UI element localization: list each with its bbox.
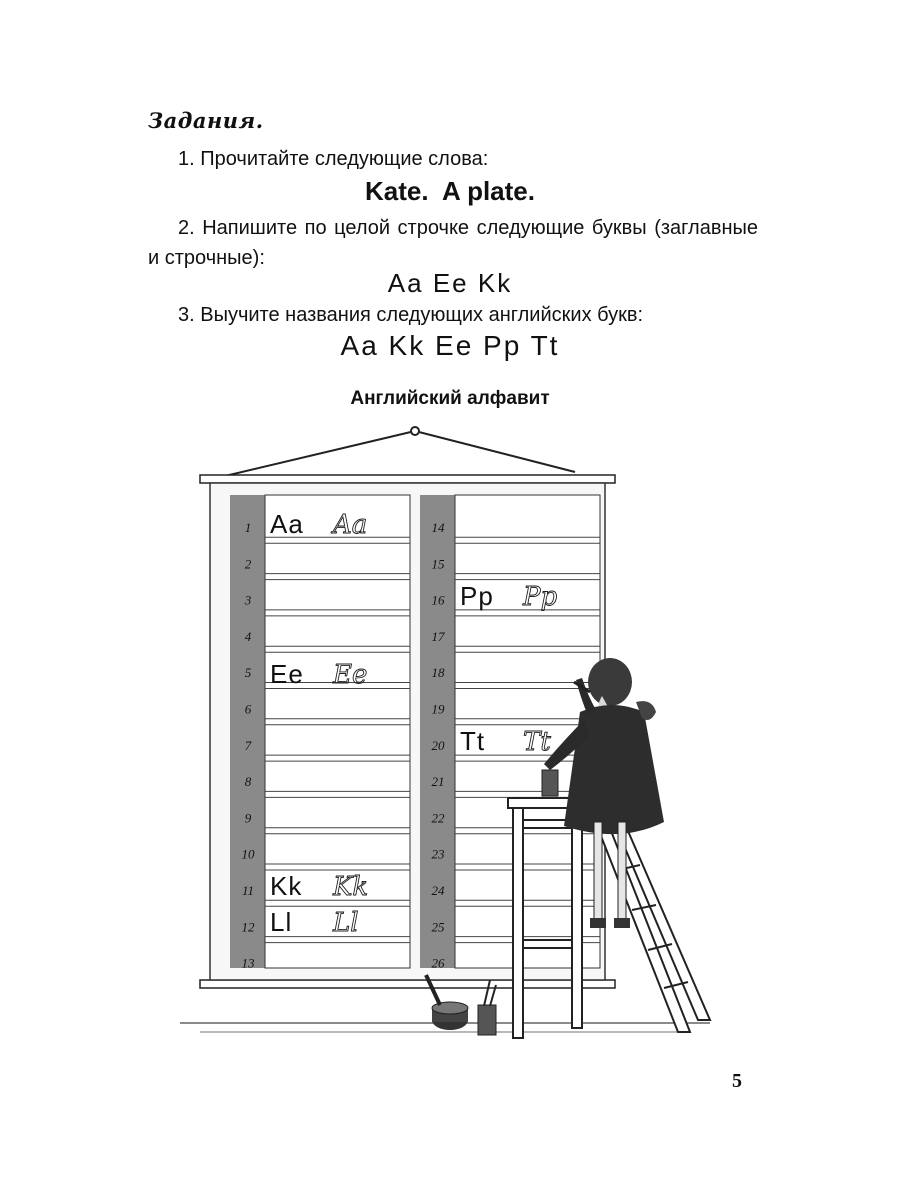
tasks-heading: Задания. (148, 108, 264, 133)
right-row-number: 24 (431, 883, 445, 898)
script-letter-tt: Tt (523, 727, 551, 757)
task-2-letters: Aa Ee Kk (387, 268, 513, 298)
task-1-words: Kate. A plate. (364, 176, 535, 206)
print-letter-kk: Kk (270, 871, 303, 901)
right-row-number: 18 (431, 665, 445, 681)
right-row-number: 20 (431, 737, 445, 753)
hanging-cord (225, 427, 575, 476)
right-row-number: 25 (431, 919, 445, 935)
right-row-number: 23 (431, 846, 445, 862)
right-row-number: 16 (431, 592, 445, 608)
right-row-number: 19 (431, 701, 445, 717)
right-row-number: 15 (431, 556, 445, 572)
left-row-number: 9 (244, 810, 252, 826)
print-letter-tt: Tt (460, 726, 486, 756)
bottom-rod (200, 980, 615, 988)
script-letter-ee: Ee (333, 660, 368, 690)
left-row-number: 13 (241, 955, 255, 971)
task-3-letters: Aa Kk Ee Pp Tt (340, 330, 560, 361)
left-row-number: 7 (244, 737, 252, 753)
right-row-number: 26 (431, 955, 445, 971)
right-row-number: 14 (431, 520, 445, 535)
script-letter-pp: Pp (523, 582, 558, 612)
page-number: 5 (732, 1070, 742, 1092)
script-letter-aa: Aa (333, 510, 368, 540)
left-row-number: 8 (244, 774, 252, 790)
script-letter-kk: Kk (333, 872, 369, 902)
right-row-number: 21 (431, 774, 445, 790)
task-2-text: 2. Напишите по целой строчке следующие буквы (заглавные и строчные): (148, 217, 758, 269)
left-row-number: 5 (244, 665, 252, 681)
print-letter-ll: Ll (270, 907, 293, 937)
right-row-number: 22 (431, 810, 445, 826)
right-row-number: 17 (431, 628, 445, 644)
left-row-number: 1 (244, 520, 252, 535)
left-row-number: 6 (244, 701, 252, 717)
left-row-number: 3 (244, 592, 252, 608)
alphabet-chart-illustration (170, 420, 730, 1050)
task-1-text: 1. Прочитайте следующие слова: (178, 148, 489, 170)
left-row-number: 4 (244, 628, 252, 644)
left-row-number: 11 (241, 883, 255, 898)
top-rod (200, 475, 615, 483)
print-letter-pp: Pp (460, 581, 494, 611)
print-letter-aa: Aa (270, 509, 304, 539)
task-3-text: 3. Выучите названия следующих английских букв: (178, 304, 644, 326)
glue-jar (542, 770, 558, 796)
figure-caption: Английский алфавит (350, 388, 550, 409)
print-letter-ee: Ee (270, 659, 304, 689)
left-row-number: 2 (244, 556, 252, 572)
left-row-number: 12 (241, 919, 255, 935)
script-letter-ll: Ll (333, 908, 359, 938)
left-row-number: 10 (241, 846, 255, 862)
